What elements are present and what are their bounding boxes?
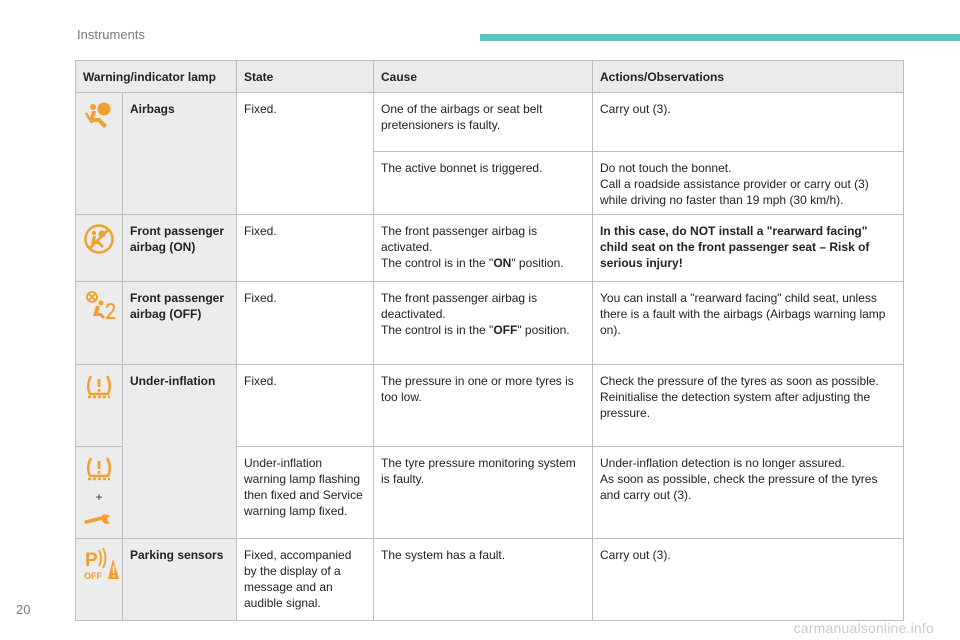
airbag-icon <box>83 101 117 129</box>
parking-sensors-icon-cell <box>76 539 123 621</box>
passenger-airbag-on-cause-line2 <box>381 255 585 271</box>
passenger-airbag-off-icon-cell <box>76 282 123 365</box>
column-header-cause: Cause <box>374 61 593 93</box>
passenger-airbag-off-state: Fixed. <box>237 282 374 365</box>
cause-prefix: The control is in the " <box>381 323 494 337</box>
column-header-actions: Actions/Observations <box>593 61 904 93</box>
underinflation-action-no-longer-assured <box>593 447 904 539</box>
airbags-cause-bonnet: The active bonnet is triggered. <box>374 152 593 215</box>
cause-prefix: The control is in the " <box>381 256 494 270</box>
airbag-icon-cell <box>76 93 123 215</box>
table-row <box>76 365 904 447</box>
parking-off-text: OFF <box>84 571 102 581</box>
parking-sensors-action: Carry out (3). <box>593 539 904 621</box>
watermark: carmanualsonline.info <box>793 620 934 636</box>
underinflation-action-line2: As soon as possible, check the pressure of the tyres and carry out (3). <box>600 472 878 502</box>
underinflation-cause-system-faulty: The tyre pressure monitoring system is faulty. <box>374 447 593 539</box>
cause-suffix: " position. <box>511 256 564 270</box>
parking-sensors-off-icon <box>83 547 121 581</box>
underinflation-state-fixed: Fixed. <box>237 365 374 447</box>
table-row <box>76 215 904 282</box>
plus-sign: + <box>95 490 103 504</box>
parking-sensors-state: Fixed, accompanied by the display of a message and an audible signal. <box>237 539 374 621</box>
underinflation-action-check <box>593 365 904 447</box>
svg-text:P: P <box>85 550 98 571</box>
section-accent-bar <box>480 34 960 41</box>
table-row <box>76 539 904 621</box>
underinflation-action-line1: Under-inflation detection is no longer assured. <box>600 456 845 470</box>
airbags-action-bonnet <box>593 152 904 215</box>
passenger-airbag-on-state: Fixed. <box>237 215 374 282</box>
underinflation-state-flashing: Under-inflation warning lamp flashing then fixed and Service warning lamp fixed. <box>237 447 374 539</box>
section-title: Instruments <box>77 27 145 42</box>
underinflation-cause-low-pressure: The pressure in one or more tyres is too low. <box>374 365 593 447</box>
passenger-airbag-on-action: In this case, do NOT install a "rearward facing" child seat on the front passenger seat – Risk of serious injury! <box>593 215 904 282</box>
wrench-icon <box>84 511 114 527</box>
passenger-airbag-on-cause-line1: The front passenger airbag is activated. <box>381 224 538 254</box>
passenger-airbag-off-action: You can install a "rearward facing" child seat, unless there is a fault with the airbags (Airbags warning lamp on). <box>593 282 904 365</box>
column-header-state: State <box>237 61 374 93</box>
passenger-airbag-off-icon <box>83 290 117 320</box>
underinflation-label: Under-inflation <box>123 365 237 539</box>
passenger-airbag-on-icon-cell <box>76 215 123 282</box>
airbags-action-bonnet-line2: Call a roadside assistance provider or carry out (3) while driving no faster than 19 mph (30 km/h). <box>600 177 869 207</box>
underinflation-action-check-line1: Check the pressure of the tyres as soon as possible. <box>600 374 879 388</box>
passenger-airbag-off-label: Front passenger airbag (OFF) <box>123 282 237 365</box>
passenger-airbag-on-cause <box>374 215 593 282</box>
table-header-row <box>76 61 904 93</box>
passenger-airbag-off-cause-line2 <box>381 322 585 338</box>
table-row <box>76 93 904 152</box>
airbags-cause-faulty: One of the airbags or seat belt pretensioners is faulty. <box>374 93 593 152</box>
underinflation-action-check-line2: Reinitialise the detection system after adjusting the pressure. <box>600 390 871 420</box>
passenger-airbag-off-cause <box>374 282 593 365</box>
passenger-airbag-on-icon <box>83 223 115 255</box>
airbags-label: Airbags <box>123 93 237 215</box>
underinflation-service-icon-cell <box>76 447 123 539</box>
airbags-action-carry-out: Carry out (3). <box>593 93 904 152</box>
passenger-airbag-off-cause-line1: The front passenger airbag is deactivated. <box>381 291 538 321</box>
column-header-lamp: Warning/indicator lamp <box>76 61 237 93</box>
cause-suffix: " position. <box>517 323 570 337</box>
control-position-on: ON <box>493 256 512 270</box>
page-number: 20 <box>16 602 31 617</box>
control-position-off: OFF <box>493 323 518 337</box>
passenger-airbag-on-label: Front passenger airbag (ON) <box>123 215 237 282</box>
tyre-pressure-icon <box>84 455 114 483</box>
warning-lamp-table <box>75 60 904 621</box>
tyre-pressure-icon <box>84 373 114 401</box>
parking-sensors-cause: The system has a fault. <box>374 539 593 621</box>
airbags-action-bonnet-line1: Do not touch the bonnet. <box>600 161 732 175</box>
airbags-state: Fixed. <box>237 93 374 215</box>
underinflation-icon-cell <box>76 365 123 447</box>
parking-sensors-label: Parking sensors <box>123 539 237 621</box>
table-row <box>76 282 904 365</box>
